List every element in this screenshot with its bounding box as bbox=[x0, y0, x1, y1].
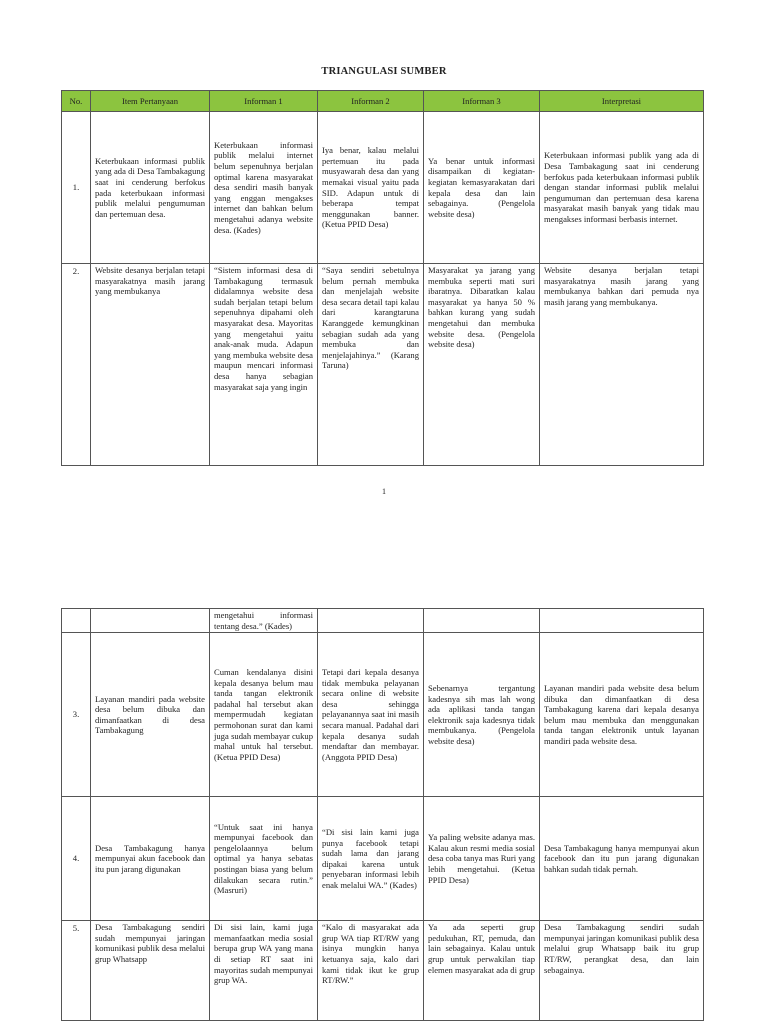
informan-3-cell bbox=[424, 609, 540, 633]
triangulation-table-page-1 bbox=[61, 90, 704, 466]
informan-3-cell: Ya ada seperti grup pedukuhan, RT, pemuda, dan lain sebagainya. Kalau untuk grup untuk perwakilan tiap elemen masyarakat ada di grup bbox=[424, 921, 540, 1021]
informan-1-cell: “Sistem informasi desa di Tambakagung termasuk didalamnya website desa sudah berjalan tetapi belum sepenuhnya dipahami oleh masyarakat desa. Mayoritas yang mengetahui yaitu anak-anak muda. Adapun yang membuka website desa maupun mencari informasi desa hanya sebagian masyarakat saja yang ingin bbox=[210, 264, 318, 466]
item-pertanyaan-cell: Desa Tambakagung hanya mempunyai akun facebook dan itu pun jarang digunakan bbox=[91, 797, 210, 921]
item-pertanyaan-cell: Website desanya berjalan tetapi masyarakatnya masih jarang yang membukanya bbox=[91, 264, 210, 466]
informan-3-cell: Sebenarnya tergantung kadesnya sih mas lah wong ada aplikasi tanda tangan elektronik saja kadesnya tidak membukanya. (Pengelola website desa) bbox=[424, 633, 540, 797]
informan-2-cell: Iya benar, kalau melalui pertemuan itu pada musyawarah desa dan yang memakai visual yaitu pada SID. Adapun untuk di beberapa tempat menggunakan banner. (Ketua PPID Desa) bbox=[318, 112, 424, 264]
informan-1-cell: “Untuk saat ini hanya mempunyai facebook dan pengelolaannya belum optimal ya hanya sebatas postingan biasa yang belum dilakukan secara rutin.” (Masruri) bbox=[210, 797, 318, 921]
interpretasi-cell: Website desanya berjalan tetapi masyarakatnya masih jarang yang membukanya bahkan dari pemuda nya masih jarang yang membukanya. bbox=[540, 264, 704, 466]
item-pertanyaan-cell: Layanan mandiri pada website desa belum dibuka dan dimanfaatkan di desa Tambakagung bbox=[91, 633, 210, 797]
row-number bbox=[62, 609, 91, 633]
header-informan-2: Informan 2 bbox=[318, 91, 424, 112]
interpretasi-cell: Keterbukaan informasi publik yang ada di Desa Tambakagung saat ini cenderung berfokus pada keterbukaan informasi publik dengan standar informasi publik melalui pengumuman dan pertemuan desa karena masyarakat masih banyak yang tidak mau mengakses informasi berbasis internet. bbox=[540, 112, 704, 264]
interpretasi-cell: Desa Tambakagung hanya mempunyai akun facebook dan itu pun jarang digunakan bahkan sudah tidak pernah. bbox=[540, 797, 704, 921]
row-number: 3. bbox=[62, 633, 91, 797]
informan-3-cell: Ya benar untuk informasi disampaikan di kegiatan-kegiatan kemasyarakatan dari kepala desa dan lain sebagainya. (Pengelola website desa) bbox=[424, 112, 540, 264]
interpretasi-cell: Desa Tambakagung sendiri sudah mempunyai jaringan komunikasi publik desa melalui grup Whatsapp baik itu grup RT/RW, perangkat desa, dan lain sebagainya. bbox=[540, 921, 704, 1021]
row-number: 4. bbox=[62, 797, 91, 921]
informan-1-cell: Keterbukaan informasi publik melalui internet belum sepenuhnya berjalan optimal karena masyarakat desa sendiri masih banyak yang enggan mengakses internet dan bahkan belum mengetahui adanya website desa. (Kades) bbox=[210, 112, 318, 264]
header-no: No. bbox=[62, 91, 91, 112]
document-title: TRIANGULASI SUMBER bbox=[321, 66, 447, 77]
informan-2-cell: “Di sisi lain kami juga punya facebook tetapi sudah lama dan jarang dipakai karena untuk penyebaran informasi lebih enak melalui WA.” (Kades) bbox=[318, 797, 424, 921]
informan-1-cell: Di sisi lain, kami juga memanfaatkan media sosial berupa grup WA yang mana di setiap RT saat ini mayoritas sudah mempunyai grup WA. bbox=[210, 921, 318, 1021]
informan-2-cell: “Saya sendiri sebetulnya belum pernah membuka dan menjelajah website desa secara detail tapi kalau dari karangtaruna Karanggede kemungkinan sebagian sudah ada yang membuka dan menjelajahinya.” (Karang Taruna) bbox=[318, 264, 424, 466]
page-number: 1 bbox=[382, 487, 386, 496]
item-pertanyaan-cell bbox=[91, 609, 210, 633]
table-header-row bbox=[62, 91, 704, 112]
row-number: 1. bbox=[62, 112, 91, 264]
item-pertanyaan-cell: Keterbukaan informasi publik yang ada di Desa Tambakagung saat ini cenderung berfokus pada keterbukaan informasi publik melalui pengumuman dan pertemuan desa. bbox=[91, 112, 210, 264]
row-number: 5. bbox=[62, 921, 91, 1021]
informan-3-cell: Masyarakat ya jarang yang membuka seperti mati suri ibaratnya. Dibaratkan kalau masyarakat ya hanya 50 % bahkan kurang yang sudah mengetahui dan membuka website desa. (Pengelola website desa) bbox=[424, 264, 540, 466]
table-row bbox=[62, 112, 704, 264]
header-interpretasi: Interpretasi bbox=[540, 91, 704, 112]
header-informan-3: Informan 3 bbox=[424, 91, 540, 112]
table-row bbox=[62, 609, 704, 633]
table-row bbox=[62, 633, 704, 797]
informan-2-cell: Tetapi dari kepala desanya tidak membuka pelayanan secara online di website desa sehingga pelayanannya saat ini masih secara manual. Padahal dari kepala desanya sudah mendaftar dan membayar. (Anggota PPID Desa) bbox=[318, 633, 424, 797]
interpretasi-cell: Layanan mandiri pada website desa belum dibuka dan dimanfaatkan di desa Tambakagung karena dari kepala desanya belum mau membuka dan menggunakan tanda tangan elektronik untuk layanan mandiri pada website desa. bbox=[540, 633, 704, 797]
row-number: 2. bbox=[62, 264, 91, 466]
informan-1-cell: Cuman kendalanya disini kepala desanya belum mau tanda tangan elektronik padahal hal tersebut akan mempermudah kegiatan permohonan surat dan kami juga sudah membayar cukup mahal untuk hal tersebut. (Ketua PPID Desa) bbox=[210, 633, 318, 797]
interpretasi-cell bbox=[540, 609, 704, 633]
table-row bbox=[62, 797, 704, 921]
triangulation-table-page-2 bbox=[61, 608, 704, 1021]
table-row bbox=[62, 921, 704, 1021]
table-row bbox=[62, 264, 704, 466]
header-informan-1: Informan 1 bbox=[210, 91, 318, 112]
item-pertanyaan-cell: Desa Tambakagung sendiri sudah mempunyai jaringan komunikasi publik desa melalui grup Whatsapp bbox=[91, 921, 210, 1021]
informan-2-cell bbox=[318, 609, 424, 633]
informan-3-cell: Ya paling website adanya mas. Kalau akun resmi media sosial desa coba tanya mas Ruri yang lebih mengetahui. (Ketua PPID Desa) bbox=[424, 797, 540, 921]
header-item-pertanyaan: Item Pertanyaan bbox=[91, 91, 210, 112]
informan-2-cell: “Kalo di masyarakat ada grup WA tiap RT/RW yang isinya mungkin hanya ketuanya saja, kalo dari kami tidak ikut ke grup RT/RW.” bbox=[318, 921, 424, 1021]
informan-1-cell: mengetahui informasi tentang desa.” (Kades) bbox=[210, 609, 318, 633]
